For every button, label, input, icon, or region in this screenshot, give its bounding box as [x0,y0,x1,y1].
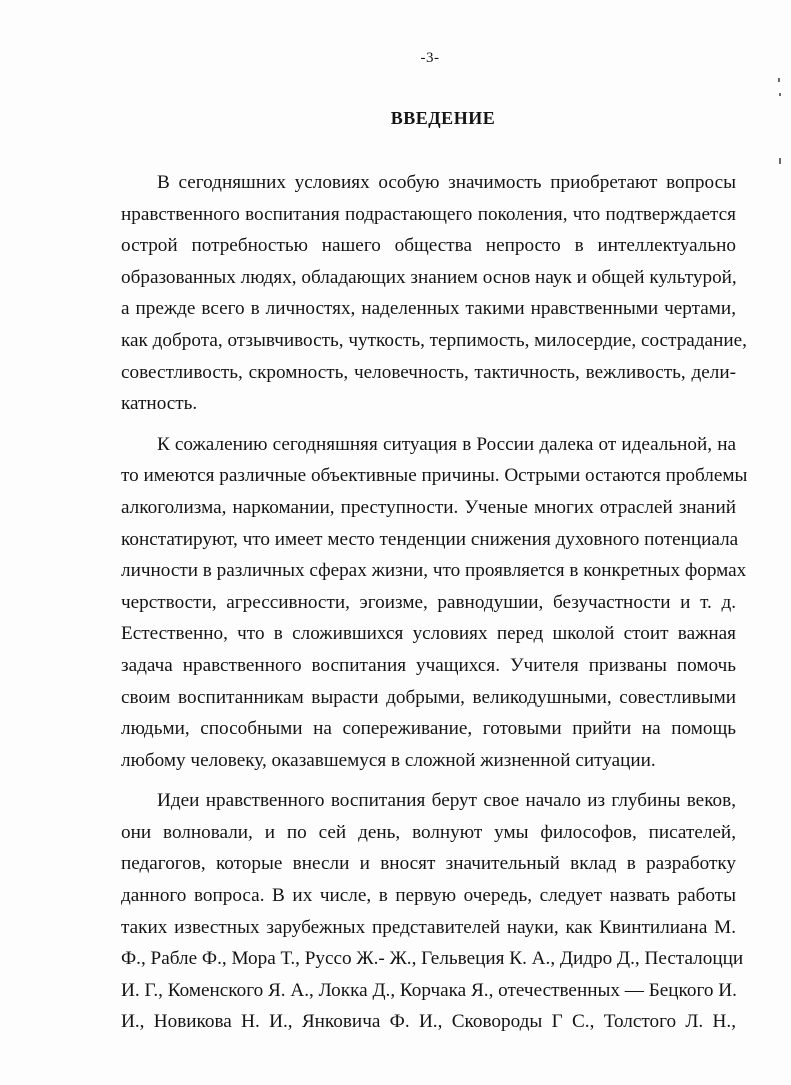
text-line: а прежде всего в личностях, наделенных такими нравственными чертами, [121,298,736,320]
scan-artifact [779,93,781,96]
text-line: людьми, способными на сопереживание, готовыми прийти на помощь [121,718,736,740]
text-line: алкоголизма, наркомании, преступности. Ученые многих отраслей знаний [121,496,736,518]
text-line: как доброта, отзывчивость, чуткость, терпимость, милосердие, сострадание, [121,329,747,351]
text-line: совестливость, скромность, человечность, тактичность, вежливость, дели- [121,361,736,383]
paragraph-3 [121,785,744,1038]
paragraph-2 [121,429,748,777]
scan-artifact [778,78,780,82]
page-number: -3- [420,50,440,66]
text-line: И. Г., Коменского Я. А., Локка Д., Корчака Я., отечественных — Бецкого И. [121,979,737,1001]
text-line: педагогов, которые внесли и вносят значительный вклад в разработку [121,853,736,875]
text-line: К сожалению сегодняшняя ситуация в России далека от идеальной, на [157,433,736,455]
paragraph-1 [121,167,747,420]
text-line: Ф., Рабле Ф., Мора Т., Руссо Ж.- Ж., Гельвеция К. А., Дидро Д., Песталоцци [121,948,744,970]
text-line: любому человеку, оказавшемуся в сложной жизненной ситуации. [121,749,656,771]
text-line: Идеи нравственного воспитания берут свое начало из глубины веков, [157,790,736,812]
text-line: то имеются различные объективные причины. Острыми остаются проблемы [121,465,748,487]
text-line: задача нравственного воспитания учащихся. Учителя призваны помочь [121,654,736,676]
text-line: таких известных зарубежных представителей науки, как Квинтилиана М. [121,916,736,938]
text-line: Естественно, что в сложившихся условиях перед школой стоит важная [121,623,736,645]
body-text [121,167,748,1038]
text-line: нравственного воспитания подрастающего поколения, что подтверждается [121,203,736,225]
text-line: И., Новикова Н. И., Янковича Ф. И., Сковороды Г С., Толстого Л. Н., [121,1011,736,1033]
text-line: В сегодняшних условиях особую значимость приобретают вопросы [157,172,736,193]
text-line: данного вопроса. В их числе, в первую очередь, следует назвать работы [121,885,736,907]
text-line: они волновали, и по сей день, волнуют умы философов, писателей, [121,821,736,843]
text-line: образованных людях, обладающих знанием основ наук и общей культурой, [121,266,737,288]
text-line: личности в различных сферах жизни, что проявляется в конкретных формах [121,560,747,582]
text-line: констатируют, что имеет место тенденции снижения духовного потенциала [121,528,739,550]
scan-artifact [779,158,781,164]
page-title: ВВЕДЕНИЕ [390,108,496,128]
text-line: черствости, агрессивности, эгоизме, равнодушии, безучастности и т. д. [121,591,736,613]
text-line: катность. [121,393,198,415]
text-line: острой потребностью нашего общества непросто в интеллектуально [121,235,736,257]
text-line: своим воспитанникам вырасти добрыми, великодушными, совестливыми [121,686,736,708]
